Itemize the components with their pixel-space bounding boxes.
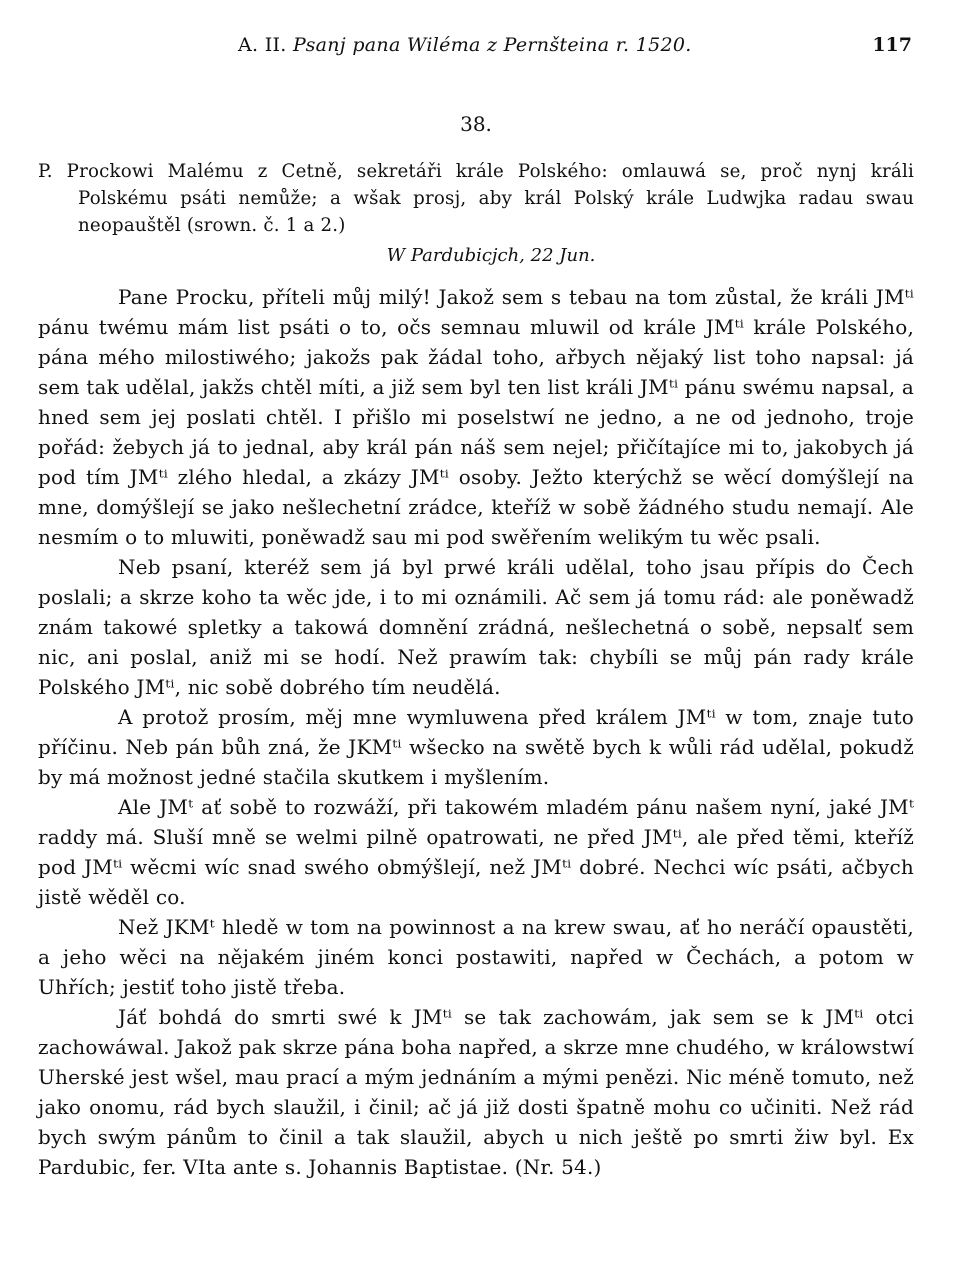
document-dateline xyxy=(68,245,914,266)
running-head xyxy=(38,34,914,64)
document-number: 38. xyxy=(460,112,492,136)
running-title xyxy=(238,34,692,56)
paragraph: Než JKMᵗ hledě w tom na powinnost a na krew swau, ať ho neráčí opaustěti, a jeho wěci na nějakém jiném konci postawiti, napřed w Čechách, a potom w Uhřích; jestiť toho jistě třeba. xyxy=(38,915,914,999)
paragraph: Jáť bohdá do smrti swé k JMᵗⁱ se tak zachowám, jak sem se k JMᵗⁱ otci zachowáwal. Jakož pak skrze pána boha napřed, a skrze mne chudého, w králowstwí Uherské jest wšel, mau prací a mým jednáním a mými penězi. Nic méně tomuto, než jako onomu, rád bych slaužil, i činil; ač já již dosti špatně mohu co učiniti. Než rád bych swým pánům to činil a tak slaužil, abych u nich ještě po smrti žiw byl. Ex Pardubic, fer. VIta ante s. Johannis Baptistae. (Nr. 54.) xyxy=(38,1005,914,1179)
document-summary: P. Prockowi Malému z Cetně, sekretáři krále Polského: omlauwá se, proč nynj králi Polskému psáti nemůže; a wšak prosj, aby král Polský krále Ludwjka radau swau neopauštěl (srown. č. 1 a 2.) xyxy=(38,161,914,236)
running-title-text: Psanj pana Wiléma z Pernšteina r. 1520. xyxy=(293,34,692,56)
paragraph: Neb psaní, kteréž sem já byl prwé králi udělal, toho jsau přípis do Čech poslali; a skrze koho ta wěc jde, i to mi oznámili. Ač sem já tomu rád: ale poněwadž znám takowé spletky a takowá domnění zrádná, nešlechetná o sobě, nepsalť sem nic, ani poslal, aniž mi se hodí. Než prawím tak: chybíli se můj pán rady krále Polského JMᵗⁱ, nic sobě dobrého tím neudělá. xyxy=(38,555,914,699)
running-section: A. II. xyxy=(238,34,293,56)
paragraph: A protož prosím, měj mne wymluwena před králem JMᵗⁱ w tom, znaje tuto příčinu. Neb pán bůh zná, že JKMᵗⁱ wšecko na swětě bych k wůli rád udělal, pokudž by má možnost jedné stačila skutkem i myšlením. xyxy=(38,705,914,789)
paragraph: Ale JMᵗ ať sobě to rozwáží, při takowém mladém pánu našem nyní, jaké JMᵗ raddy má. Sluší mně se welmi pilně opatrowati, ne před JMᵗⁱ, ale před těmi, kteříž pod JMᵗⁱ wěcmi wíc snad swého obmýšlejí, než JMᵗⁱ dobré. Nechci wíc psáti, ačbych jistě wěděl co. xyxy=(38,795,914,909)
dateline-text: W Pardubicjch, 22 Jun. xyxy=(386,245,596,266)
page-number: 117 xyxy=(872,34,912,56)
paragraph: Pane Procku, příteli můj milý! Jakož sem s tebau na tom zůstal, že králi JMᵗⁱ pánu twému mám list psáti o to, očs semnau mluwil od krále JMᵗⁱ krále Polského, pána mého milostiwého; jakožs pak žádal toho, ařbych nějaký list toho napsal: já sem tak udělal, jakžs chtěl míti, a již sem byl ten list králi JMᵗⁱ pánu swému napsal, a hned sem jej poslati chtěl. I přišlo mi poselstwí ne jedno, a ne od jednoho, troje pořád: žebych já to jednal, aby král pán náš sem nejel; přičítajíce mi to, jakobych já pod tím JMᵗⁱ zlého hledal, a zkázy JMᵗⁱ osoby. Ježto kterýchž se wěcí domýšlejí na mne, domýšlejí se jako nešlechetní zrádce, kteříž w sobě žádného studu nemají. Ale nesmím o to mluwiti, poněwadž sau mi pod swěřením welikým tu wěc psali. xyxy=(38,285,914,549)
letter-body xyxy=(38,282,914,1182)
book-page xyxy=(38,34,914,1182)
